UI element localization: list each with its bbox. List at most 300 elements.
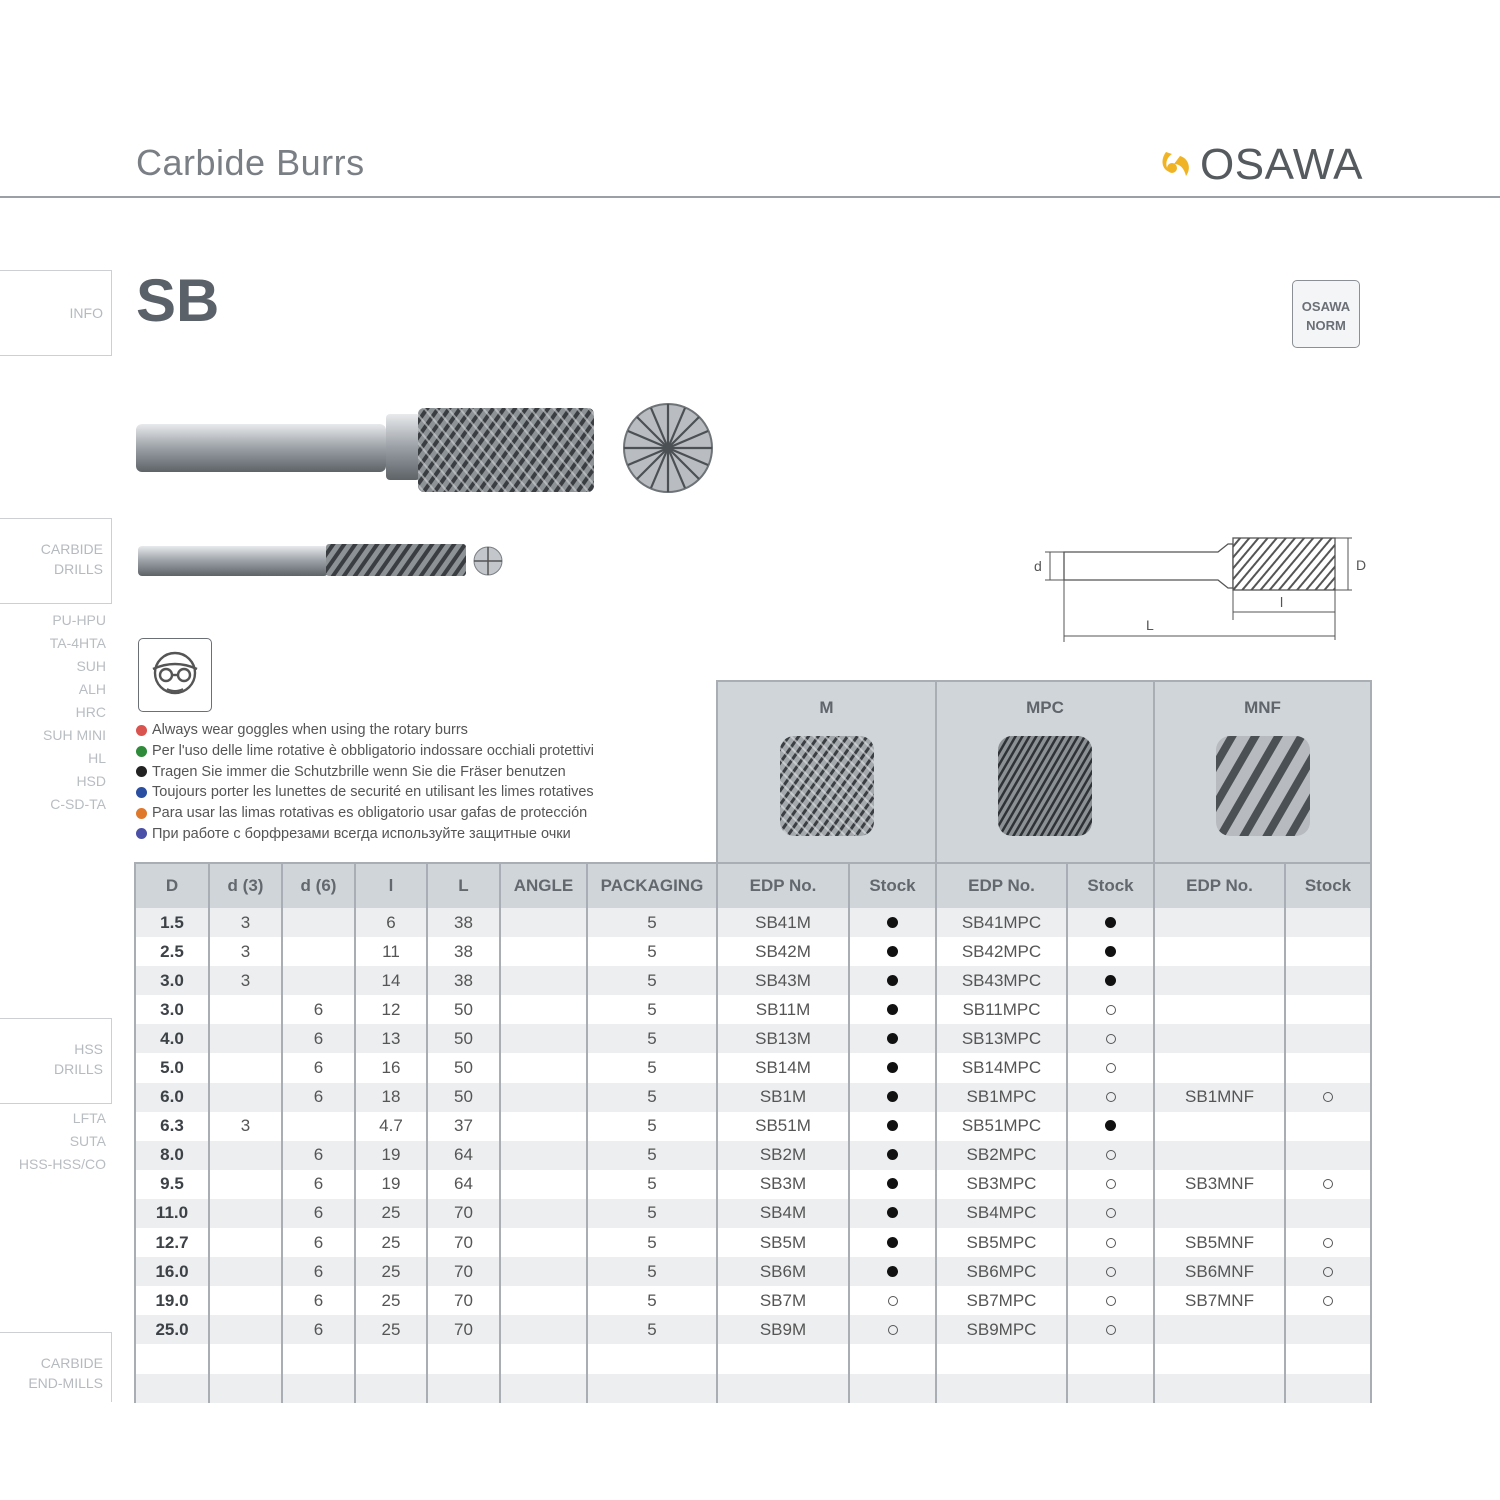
table-cell: 6 (282, 995, 355, 1024)
burr-mnf-photo (1208, 730, 1318, 842)
table-cell: SB41MPC (936, 908, 1067, 937)
table-cell: 50 (427, 1083, 500, 1112)
table-cell (500, 966, 587, 995)
sidebar-info-label: INFO (69, 305, 103, 321)
table-cell: 19 (355, 1170, 427, 1199)
stock-cell (849, 1257, 936, 1286)
in-stock-icon (887, 1266, 898, 1277)
sidebar-info-tab[interactable] (0, 270, 112, 356)
stock-cell (1285, 908, 1371, 937)
in-stock-icon (887, 975, 898, 986)
table-row (135, 1257, 1371, 1286)
table-row (135, 1374, 1371, 1403)
in-stock-icon (887, 1091, 898, 1102)
sidebar-hss-drills-line1: HSS (74, 1041, 103, 1057)
stock-cell (1067, 1170, 1154, 1199)
table-cell: 5 (587, 908, 717, 937)
stock-cell (1285, 1286, 1371, 1315)
column-header: ANGLE (500, 863, 587, 908)
sidebar-end-mills-line2: END-MILLS (28, 1375, 103, 1391)
table-cell (936, 1374, 1067, 1403)
column-header: EDP No. (936, 863, 1067, 908)
on-order-icon (1323, 1296, 1333, 1306)
on-order-icon (1106, 1179, 1116, 1189)
table-cell (587, 1374, 717, 1403)
dimension-label-L: L (1146, 617, 1154, 633)
in-stock-icon (1105, 917, 1116, 928)
table-cell (500, 1257, 587, 1286)
table-cell: SB4M (717, 1199, 849, 1228)
table-cell: 5 (587, 1228, 717, 1257)
table-cell (282, 937, 355, 966)
table-cell: 70 (427, 1315, 500, 1344)
table-cell (1154, 966, 1285, 995)
on-order-icon (888, 1325, 898, 1335)
header-divider (0, 196, 1500, 198)
in-stock-icon (887, 1237, 898, 1248)
table-cell: SB41M (717, 908, 849, 937)
page-title: Carbide Burrs (136, 142, 365, 183)
burr-m-photo (772, 730, 882, 842)
table-cell: 3 (209, 1112, 282, 1141)
column-header: EDP No. (717, 863, 849, 908)
table-cell: SB9MPC (936, 1315, 1067, 1344)
table-cell: 25 (355, 1199, 427, 1228)
stock-cell (1285, 1053, 1371, 1082)
table-row (135, 995, 1371, 1024)
warning-text: Para usar las limas rotativas es obligatorio usar gafas de protección (152, 805, 588, 822)
in-stock-icon (887, 1004, 898, 1015)
table-cell (500, 908, 587, 937)
table-row (135, 1228, 1371, 1257)
on-order-icon (1106, 1034, 1116, 1044)
table-cell (209, 1053, 282, 1082)
table-cell: 5 (587, 1112, 717, 1141)
table-row (135, 1286, 1371, 1315)
in-stock-icon (887, 917, 898, 928)
table-row (135, 1083, 1371, 1112)
table-cell: 5 (587, 966, 717, 995)
table-cell: 25 (355, 1257, 427, 1286)
table-row (135, 1315, 1371, 1344)
table-cell (209, 1374, 282, 1403)
stock-cell (1067, 1228, 1154, 1257)
on-order-icon (1106, 1267, 1116, 1277)
table-cell (500, 937, 587, 966)
table-cell: 4.0 (135, 1024, 209, 1053)
stock-cell (1067, 966, 1154, 995)
table-cell: 16.0 (135, 1257, 209, 1286)
table-cell: SB3MNF (1154, 1170, 1285, 1199)
table-cell (1154, 1141, 1285, 1170)
table-row (135, 1141, 1371, 1170)
table-cell (135, 1374, 209, 1403)
table-cell: SB6M (717, 1257, 849, 1286)
sidebar-item[interactable]: ALH (78, 681, 106, 697)
stock-cell (1067, 937, 1154, 966)
column-header: Stock (1067, 863, 1154, 908)
table-cell: 5 (587, 1257, 717, 1286)
stock-cell (1285, 1083, 1371, 1112)
stock-cell (1067, 1315, 1154, 1344)
table-cell: 18 (355, 1083, 427, 1112)
table-cell: 3 (209, 908, 282, 937)
table-row (135, 1344, 1371, 1373)
table-cell: 12 (355, 995, 427, 1024)
table-cell: SB14MPC (936, 1053, 1067, 1082)
table-cell (355, 1374, 427, 1403)
sidebar-item[interactable]: SUH (76, 658, 106, 674)
table-cell: SB7MNF (1154, 1286, 1285, 1315)
table-cell (1154, 1024, 1285, 1053)
sidebar-item[interactable]: SUH MINI (43, 727, 106, 743)
dimension-label-d: d (1034, 558, 1042, 574)
table-cell: 38 (427, 908, 500, 937)
warning-text: Per l'uso delle lime rotative è obbligatorio indossare occhiali protettivi (152, 743, 595, 760)
table-cell (209, 1257, 282, 1286)
table-cell: 37 (427, 1112, 500, 1141)
group-label-mnf: MNF (1244, 698, 1281, 717)
table-cell: 13 (355, 1024, 427, 1053)
stock-cell (849, 1024, 936, 1053)
table-cell: 6 (282, 1083, 355, 1112)
spec-table-container (134, 680, 1372, 1403)
dimension-label-l: l (1280, 594, 1284, 610)
table-cell: 1.5 (135, 908, 209, 937)
table-cell (717, 1374, 849, 1403)
on-order-icon (1323, 1267, 1333, 1277)
table-row (135, 1170, 1371, 1199)
table-cell: SB13M (717, 1024, 849, 1053)
stock-cell (1285, 1141, 1371, 1170)
table-cell: 5.0 (135, 1053, 209, 1082)
table-cell: 38 (427, 937, 500, 966)
table-cell: 6 (282, 1170, 355, 1199)
stock-cell (849, 1053, 936, 1082)
table-cell: 19 (355, 1141, 427, 1170)
stock-cell (849, 1315, 936, 1344)
table-cell: 6 (282, 1024, 355, 1053)
sidebar-item[interactable]: HSS-HSS/CO (18, 1156, 106, 1172)
table-cell: 3.0 (135, 995, 209, 1024)
table-cell (427, 1374, 500, 1403)
sidebar-item[interactable]: HSD (76, 773, 106, 789)
table-cell: SB5MPC (936, 1228, 1067, 1257)
table-cell: SB3M (717, 1170, 849, 1199)
table-cell (1154, 1344, 1285, 1373)
table-cell: 4.7 (355, 1112, 427, 1141)
on-order-icon (1106, 1296, 1116, 1306)
stock-cell (1067, 1374, 1154, 1403)
sidebar-hss-drills-tab[interactable] (0, 1018, 112, 1104)
table-cell (355, 1344, 427, 1373)
table-row (135, 908, 1371, 937)
table-cell (209, 1083, 282, 1112)
stock-cell (1067, 995, 1154, 1024)
table-cell: 3 (209, 937, 282, 966)
sidebar-carbide-drills-line2: DRILLS (53, 561, 103, 577)
burr-mpc-photo (990, 730, 1100, 842)
group-label-m: M (819, 698, 834, 717)
table-cell (209, 1315, 282, 1344)
stock-cell (1285, 1257, 1371, 1286)
table-cell (1154, 995, 1285, 1024)
table-cell: 64 (427, 1170, 500, 1199)
in-stock-icon (887, 946, 898, 957)
table-cell: 6 (282, 1141, 355, 1170)
table-cell: SB51M (717, 1112, 849, 1141)
table-cell: 11 (355, 937, 427, 966)
table-cell: 6 (355, 908, 427, 937)
table-cell (1154, 1199, 1285, 1228)
column-header: D (135, 863, 209, 908)
warning-text: Tragen Sie immer die Schutzbrille wenn Sie die Fräser benutzen (152, 763, 566, 780)
stock-cell (849, 1286, 936, 1315)
table-cell: 6 (282, 1199, 355, 1228)
stock-cell (1067, 1286, 1154, 1315)
table-cell (209, 995, 282, 1024)
table-cell: 25.0 (135, 1315, 209, 1344)
in-stock-icon (887, 1178, 898, 1189)
table-cell: SB13MPC (936, 1024, 1067, 1053)
table-cell: SB4MPC (936, 1199, 1067, 1228)
table-cell: 6 (282, 1053, 355, 1082)
table-cell: 8.0 (135, 1141, 209, 1170)
table-cell (282, 1374, 355, 1403)
stock-cell (849, 1374, 936, 1403)
table-cell (209, 1286, 282, 1315)
table-cell: SB3MPC (936, 1170, 1067, 1199)
stock-cell (849, 1112, 936, 1141)
sidebar-end-mills-line1: CARBIDE (40, 1355, 103, 1371)
sidebar-hss-drills-list (0, 1107, 106, 1176)
table-cell (282, 1344, 355, 1373)
table-cell (1154, 1053, 1285, 1082)
badge-line2: NORM (1306, 318, 1346, 333)
sidebar-item[interactable]: HRC (75, 704, 106, 720)
column-header: PACKAGING (587, 863, 717, 908)
table-cell (1154, 1315, 1285, 1344)
table-cell: SB43MPC (936, 966, 1067, 995)
stock-cell (1285, 937, 1371, 966)
table-cell: 5 (587, 1315, 717, 1344)
table-cell (209, 1228, 282, 1257)
table-cell: 5 (587, 1083, 717, 1112)
table-cell: 25 (355, 1286, 427, 1315)
on-order-icon (1106, 1325, 1116, 1335)
table-cell (500, 1170, 587, 1199)
on-order-icon (888, 1296, 898, 1306)
stock-cell (849, 1199, 936, 1228)
warning-text: Always wear goggles when using the rotary burrs (152, 722, 468, 739)
table-cell (500, 1286, 587, 1315)
column-header: d (6) (282, 863, 355, 908)
table-cell (500, 1024, 587, 1053)
table-cell: 5 (587, 937, 717, 966)
table-cell: SB1MPC (936, 1083, 1067, 1112)
table-cell: 50 (427, 1024, 500, 1053)
table-cell: 5 (587, 1199, 717, 1228)
stock-cell (1285, 1315, 1371, 1344)
table-cell (936, 1344, 1067, 1373)
spec-table (134, 680, 1372, 1403)
sidebar-carbide-drills-tab[interactable] (0, 518, 112, 604)
warning-text: При работе с борфрезами всегда используйте защитные очки (152, 825, 571, 842)
table-cell: SB2M (717, 1141, 849, 1170)
stock-cell (849, 1083, 936, 1112)
table-cell: SB7M (717, 1286, 849, 1315)
sidebar-hss-drills-line2: DRILLS (53, 1061, 103, 1077)
table-cell: 19.0 (135, 1286, 209, 1315)
stock-cell (1067, 1199, 1154, 1228)
sidebar-end-mills-tab[interactable] (0, 1332, 112, 1402)
stock-cell (849, 908, 936, 937)
in-stock-icon (887, 1062, 898, 1073)
stock-cell (849, 937, 936, 966)
table-cell (500, 1344, 587, 1373)
stock-cell (1285, 966, 1371, 995)
on-order-icon (1323, 1238, 1333, 1248)
on-order-icon (1106, 1063, 1116, 1073)
in-stock-icon (1105, 1120, 1116, 1131)
table-cell (500, 1228, 587, 1257)
column-header: l (355, 863, 427, 908)
stock-cell (849, 1170, 936, 1199)
stock-cell (849, 1344, 936, 1373)
group-header-mnf (1154, 681, 1371, 863)
product-code: SB (136, 267, 220, 334)
table-cell (587, 1344, 717, 1373)
group-label-mpc: MPC (1026, 698, 1064, 717)
table-cell: SB51MPC (936, 1112, 1067, 1141)
sidebar-item[interactable]: TA-4HTA (49, 635, 106, 651)
table-cell: 5 (587, 1141, 717, 1170)
table-cell (500, 1374, 587, 1403)
sidebar-carbide-drills-line1: CARBIDE (40, 541, 103, 557)
stock-cell (1067, 1053, 1154, 1082)
table-cell: SB2MPC (936, 1141, 1067, 1170)
table-cell (717, 1344, 849, 1373)
table-cell: SB11M (717, 995, 849, 1024)
sidebar-item[interactable]: HL (88, 750, 106, 766)
table-cell: 6 (282, 1315, 355, 1344)
table-cell: SB11MPC (936, 995, 1067, 1024)
table-row (135, 1024, 1371, 1053)
group-header-m (717, 681, 936, 863)
on-order-icon (1106, 1150, 1116, 1160)
table-cell (500, 1315, 587, 1344)
on-order-icon (1106, 1092, 1116, 1102)
in-stock-icon (887, 1149, 898, 1160)
table-cell: SB6MPC (936, 1257, 1067, 1286)
table-row (135, 1112, 1371, 1141)
stock-cell (1067, 1024, 1154, 1053)
table-cell (209, 1344, 282, 1373)
stock-cell (1285, 1228, 1371, 1257)
table-cell: 14 (355, 966, 427, 995)
table-cell: 2.5 (135, 937, 209, 966)
group-header-mpc (936, 681, 1154, 863)
stock-cell (1285, 1199, 1371, 1228)
table-cell: 50 (427, 995, 500, 1024)
badge-line1: OSAWA (1301, 299, 1351, 314)
dimension-diagram (1028, 528, 1388, 648)
table-cell: 5 (587, 995, 717, 1024)
on-order-icon (1106, 1238, 1116, 1248)
table-cell: SB42MPC (936, 937, 1067, 966)
sidebar-item[interactable]: C-SD-TA (50, 796, 106, 812)
table-cell: 50 (427, 1053, 500, 1082)
sidebar-item[interactable]: SUTA (69, 1133, 106, 1149)
table-cell: SB5M (717, 1228, 849, 1257)
table-cell: 6 (282, 1228, 355, 1257)
table-cell (1154, 937, 1285, 966)
table-cell (427, 1344, 500, 1373)
table-cell: 12.7 (135, 1228, 209, 1257)
table-cell: 5 (587, 1024, 717, 1053)
on-order-icon (1106, 1005, 1116, 1015)
stock-cell (1285, 1374, 1371, 1403)
table-cell (500, 1199, 587, 1228)
stock-cell (1067, 1112, 1154, 1141)
column-header: EDP No. (1154, 863, 1285, 908)
table-cell: 6.3 (135, 1112, 209, 1141)
dimension-label-D: D (1356, 557, 1367, 573)
table-cell (282, 908, 355, 937)
on-order-icon (1323, 1092, 1333, 1102)
stock-cell (1067, 1141, 1154, 1170)
stock-cell (1067, 1083, 1154, 1112)
table-cell: SB14M (717, 1053, 849, 1082)
in-stock-icon (887, 1207, 898, 1218)
table-cell: SB7MPC (936, 1286, 1067, 1315)
column-header: Stock (849, 863, 936, 908)
table-cell: SB43M (717, 966, 849, 995)
table-cell: 5 (587, 1053, 717, 1082)
table-cell: SB1MNF (1154, 1083, 1285, 1112)
column-header: Stock (1285, 863, 1371, 908)
stock-cell (849, 995, 936, 1024)
table-cell: 6.0 (135, 1083, 209, 1112)
osawa-norm-badge (1292, 280, 1360, 348)
sidebar-item[interactable]: PU-HPU (52, 612, 106, 628)
table-cell: SB9M (717, 1315, 849, 1344)
table-cell: 5 (587, 1170, 717, 1199)
column-header: L (427, 863, 500, 908)
stock-cell (1067, 908, 1154, 937)
table-cell: SB6MNF (1154, 1257, 1285, 1286)
stock-cell (1285, 1170, 1371, 1199)
table-cell (500, 1141, 587, 1170)
in-stock-icon (887, 1120, 898, 1131)
sidebar-item[interactable]: LFTA (72, 1110, 106, 1126)
table-cell: 3 (209, 966, 282, 995)
warning-text: Toujours porter les lunettes de securité en utilisant les limes rotatives (152, 784, 594, 801)
table-row (135, 1053, 1371, 1082)
table-cell: SB1M (717, 1083, 849, 1112)
on-order-icon (1323, 1179, 1333, 1189)
table-cell: 9.5 (135, 1170, 209, 1199)
table-cell: 6 (282, 1286, 355, 1315)
stock-cell (1285, 1024, 1371, 1053)
table-cell (500, 1112, 587, 1141)
table-cell: 38 (427, 966, 500, 995)
table-cell: 70 (427, 1199, 500, 1228)
table-cell: 6 (282, 1257, 355, 1286)
table-cell (500, 1053, 587, 1082)
table-cell: 16 (355, 1053, 427, 1082)
in-stock-icon (1105, 946, 1116, 957)
